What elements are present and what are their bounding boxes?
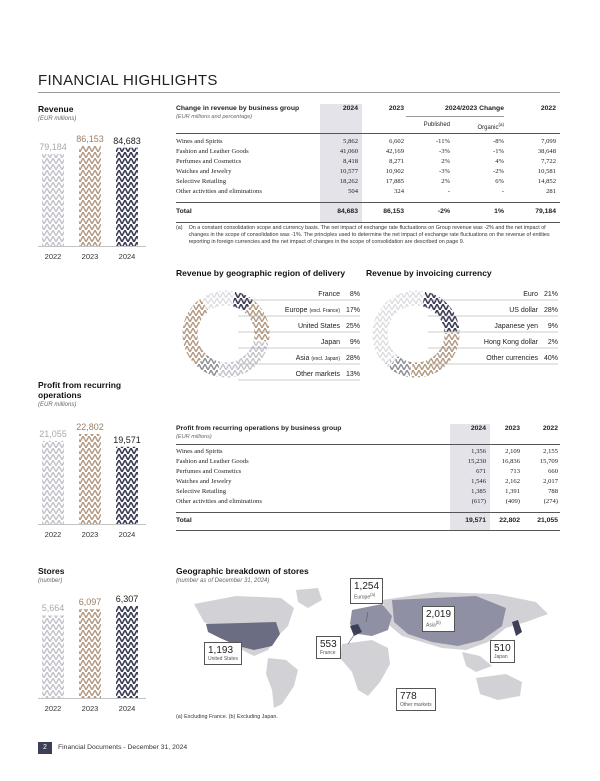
cell-2024: 1,356 (471, 448, 486, 455)
footer-text: Financial Documents - December 31, 2024 (58, 744, 188, 751)
store-count-europe (350, 578, 383, 604)
store-count-japan (490, 640, 515, 663)
revenue-subcol-organic (450, 122, 504, 131)
stores-chart-header (38, 566, 148, 584)
legend-label: Asia (excl. Japan) (295, 355, 340, 362)
cell-2023: 1,391 (505, 488, 520, 495)
table-row (176, 478, 560, 488)
cell-2022: 38,648 (537, 148, 556, 155)
table-total-row (176, 517, 560, 527)
cell-2024: 18,262 (339, 178, 358, 185)
profit-chart-header (38, 380, 148, 408)
total-2024: 84,683 (337, 208, 358, 215)
cell-2022: 2,155 (543, 448, 558, 455)
revenue-col-2022: 2022 (540, 105, 556, 112)
cell-2024: 41,060 (339, 148, 358, 155)
cell-2022: 15,709 (539, 458, 558, 465)
revenue-col-2024: 2024 (342, 105, 358, 112)
legend-pct: 28% (345, 355, 360, 362)
bar-year-label: 2024 (118, 252, 136, 261)
store-count-united-states (204, 642, 242, 665)
cell-2022: 2,017 (543, 478, 558, 485)
region-value: 778 (400, 691, 417, 702)
bar-year-label: 2024 (118, 530, 136, 539)
revenue-table-total-rule (176, 202, 560, 203)
bar-year-label: 2022 (44, 530, 62, 539)
bar-year-label: 2023 (81, 530, 99, 539)
revenue-col-2023: 2023 (388, 105, 404, 112)
region-label: Europe (354, 594, 371, 601)
cell-2023: 10,902 (385, 168, 404, 175)
table-row (176, 168, 560, 178)
legend-label: Hong Kong dollar (483, 339, 538, 346)
bar-year-label: 2024 (118, 704, 136, 713)
stores-map-subtitle: (number as of December 31, 2024) (176, 578, 270, 584)
bar-2023 (79, 434, 101, 524)
total-2022: 21,055 (537, 517, 558, 524)
revenue-chart-subtitle: (EUR millions) (38, 116, 77, 122)
region-value: 510 (494, 643, 511, 654)
revenue-table-title: Change in revenue by business group (176, 105, 300, 112)
row-label: Perfumes and Cosmetics (176, 158, 242, 165)
cell-organic: 6% (495, 178, 504, 185)
total-2022: 79,184 (535, 208, 556, 215)
cell-published: 2% (441, 158, 450, 165)
cell-2022: (274) (543, 498, 558, 505)
total-2023: 22,802 (499, 517, 520, 524)
profit-table (176, 424, 560, 534)
legend-label: US dollar (509, 307, 538, 314)
slice-asia-excl-japan- (182, 298, 210, 366)
cell-2023: 6,602 (389, 138, 404, 145)
table-row (176, 138, 560, 148)
bar-year-label: 2022 (44, 252, 62, 261)
region-value: 553 (320, 639, 337, 650)
legend-pct: 8% (349, 291, 360, 298)
bar-year-label: 2023 (81, 252, 99, 261)
stores-bar-chart (38, 588, 148, 718)
legend-pct: 9% (547, 323, 558, 330)
bar-value-label: 6,307 (115, 594, 139, 604)
bar-value-label: 19,571 (113, 434, 141, 445)
region-label: United States (208, 656, 239, 662)
table-row (176, 158, 560, 168)
region-value: 1,254 (354, 581, 380, 592)
row-label: Perfumes and Cosmetics (176, 468, 242, 475)
bar-2023 (79, 609, 101, 698)
cell-2024: 10,577 (339, 168, 358, 175)
revenue-subcol-organic-note: (a) (498, 122, 504, 127)
slice-euro (422, 291, 460, 333)
note-marker: (a) (176, 225, 183, 231)
cell-organic: 4% (495, 158, 504, 165)
bar-value-label: 86,153 (76, 134, 104, 144)
revenue-bar-chart (38, 128, 148, 268)
note-text: On a constant consolidation scope and currency basis. The net impact of exchange rate fluctuations on Group revenue was -2% and the net impact of changes in the scope of consolidation was -1%. The principles used to determine the net impact of exchange rate fluctuations on the revenue of entities reporting in foreign currencies and the net impact of changes in the scope of consolidation are described on page 9. (188, 225, 550, 246)
cell-2022: 281 (546, 188, 556, 195)
page-title: FINANCIAL HIGHLIGHTS (38, 72, 218, 89)
row-label: Selective Retailing (176, 178, 226, 185)
table-row (176, 178, 560, 188)
page-number: 2 (38, 742, 52, 754)
revenue-table (176, 104, 560, 234)
cell-2022: 7,099 (541, 138, 556, 145)
cell-published: 2% (441, 178, 450, 185)
legend-pct: 40% (543, 355, 558, 362)
row-label: Other activities and eliminations (176, 188, 262, 195)
currency-pie-title: Revenue by invoicing currency (366, 268, 492, 278)
change-group-rule (406, 116, 504, 117)
bar-year-label: 2022 (44, 704, 62, 713)
cell-2023: 42,169 (385, 148, 404, 155)
currency-slices (372, 290, 460, 378)
revenue-table-subtitle: (EUR millions and percentage) (176, 114, 253, 120)
profit-bar-chart (38, 418, 148, 548)
bar-value-label: 22,802 (76, 422, 104, 432)
cell-2024: 5,862 (343, 138, 358, 145)
profit-table-header-rule (176, 444, 560, 445)
stores-map-header (176, 566, 309, 584)
legend-label: United States (297, 323, 340, 330)
total-organic: 1% (494, 208, 504, 215)
table-row (176, 488, 560, 498)
row-label: Other activities and eliminations (176, 498, 262, 505)
bar-value-label: 5,664 (41, 603, 65, 614)
stores-chart-subtitle: (number) (38, 578, 63, 584)
profit-chart-title: Profit from recurring operations (38, 380, 122, 401)
revenue-chart-header (38, 104, 148, 122)
bar-2024 (116, 606, 138, 698)
row-label: Watches and Jewelry (176, 478, 232, 485)
bar-value-label: 79,184 (39, 142, 67, 153)
store-count-asia (422, 606, 455, 632)
bar-2022 (42, 441, 64, 524)
cell-2023: 713 (510, 468, 520, 475)
cell-2023: 8,271 (389, 158, 404, 165)
bar-2024 (116, 447, 138, 524)
row-label: Selective Retailing (176, 488, 226, 495)
southeast-asia (462, 652, 492, 672)
profit-table-subtitle: (EUR millions) (176, 434, 212, 440)
bar-value-label: 84,683 (113, 135, 141, 146)
region-label: Japan (494, 654, 508, 660)
bar-2022 (42, 154, 64, 246)
bar-value-label: 6,097 (78, 597, 102, 608)
profit-col-2023: 2023 (504, 425, 520, 432)
row-label: Fashion and Leather Goods (176, 458, 249, 465)
row-label: Fashion and Leather Goods (176, 148, 249, 155)
region-note: (a) (370, 592, 376, 597)
table-row (176, 148, 560, 158)
cell-2023: (409) (505, 498, 520, 505)
bar-value-label: 21,055 (39, 428, 67, 439)
geo-slices (182, 290, 270, 378)
row-label: Wines and Spirits (176, 138, 223, 145)
region-label: Other markets (400, 702, 432, 708)
currency-pie-chart (366, 284, 560, 384)
legend-pct: 13% (345, 371, 360, 378)
profit-table-title: Profit from recurring operations by business group (176, 425, 342, 432)
cell-published: -3% (439, 148, 450, 155)
cell-organic: -8% (493, 138, 504, 145)
legend-label: Europe (excl. France) (284, 307, 340, 314)
legend-label: Japanese yen (494, 323, 538, 330)
total-2023: 86,153 (383, 208, 404, 215)
africa (340, 640, 390, 696)
revenue-col-change: 2024/2023 Change (445, 105, 504, 112)
cell-published: -11% (435, 138, 450, 145)
legend-label: Other markets (295, 371, 340, 378)
stores-chart-title: Stores (38, 566, 65, 576)
slice-united-states (217, 340, 269, 378)
cell-2024: 1,546 (471, 478, 486, 485)
cell-published: - (447, 188, 450, 195)
profit-table-bottom-rule (176, 530, 560, 531)
region-label: France (320, 650, 336, 656)
legend-label: Other currencies (486, 355, 538, 362)
profit-chart-subtitle: (EUR millions) (38, 402, 77, 409)
france-leader-line (348, 632, 356, 644)
revenue-chart-title: Revenue (38, 104, 74, 114)
cell-organic: -2% (493, 168, 504, 175)
store-count-france (316, 636, 341, 659)
region-label: Asia (426, 622, 436, 629)
cell-2023: 16,836 (501, 458, 520, 465)
row-label: Watches and Jewelry (176, 168, 232, 175)
stores-map-footnote: (a) Excluding France. (b) Excluding Japan. (176, 714, 278, 720)
bar-2024 (116, 148, 138, 246)
cell-2024: 1,385 (471, 488, 486, 495)
revenue-subcol-published: Published (423, 122, 450, 128)
cell-2023: 2,109 (505, 448, 520, 455)
cell-2023: 324 (394, 188, 404, 195)
table-row (176, 468, 560, 478)
legend-label: Japan (320, 339, 340, 346)
greenland (296, 588, 322, 608)
cell-2023: 17,885 (385, 178, 404, 185)
revenue-table-note (176, 225, 560, 246)
revenue-table-header-rule (176, 133, 560, 134)
geo-pie-chart (176, 284, 362, 384)
cell-2022: 7,722 (541, 158, 556, 165)
cell-2023: 2,162 (505, 478, 520, 485)
profit-table-total-rule (176, 512, 560, 513)
legend-pct: 17% (345, 307, 360, 314)
profit-col-2022: 2022 (542, 425, 558, 432)
cell-2024: 671 (476, 468, 486, 475)
region-note: (b) (435, 620, 441, 625)
table-row (176, 188, 560, 198)
cell-organic: -1% (493, 148, 504, 155)
revenue-subcol-organic-label: Organic (477, 125, 499, 131)
row-label: Wines and Spirits (176, 448, 223, 455)
cell-2024: (617) (471, 498, 486, 505)
legend-pct: 28% (543, 307, 558, 314)
bar-2023 (79, 146, 101, 246)
australia (476, 674, 522, 700)
store-count-other-markets (396, 688, 436, 711)
total-2024: 19,571 (465, 517, 486, 524)
cell-2024: 504 (348, 188, 358, 195)
south-america (266, 658, 298, 708)
legend-label: France (318, 291, 340, 298)
legend-pct: 25% (345, 323, 360, 330)
total-label: Total (176, 517, 192, 524)
legend-suffix: (excl. Japan) (311, 356, 340, 362)
cell-2022: 14,852 (537, 178, 556, 185)
legend-pct: 9% (349, 339, 360, 346)
cell-2022: 660 (548, 468, 558, 475)
cell-2022: 788 (548, 488, 558, 495)
region-value: 2,019 (426, 609, 452, 620)
total-published: -2% (437, 208, 450, 215)
geo-pie-title: Revenue by geographic region of delivery (176, 268, 346, 278)
table-row (176, 458, 560, 468)
total-label: Total (176, 208, 192, 215)
legend-suffix: (excl. France) (309, 308, 340, 314)
cell-2022: 10,581 (537, 168, 556, 175)
cell-2024: 8,418 (343, 158, 358, 165)
page-footer (38, 742, 187, 754)
revenue-table-bottom-rule (176, 222, 560, 223)
region-value: 1,193 (208, 645, 234, 656)
table-row (176, 448, 560, 458)
table-total-row (176, 208, 560, 218)
table-row (176, 498, 560, 508)
slice-us-dollar (410, 332, 460, 378)
legend-pct: 21% (543, 291, 558, 298)
cell-organic: - (501, 188, 504, 195)
title-divider (38, 92, 560, 93)
bar-year-label: 2023 (81, 704, 99, 713)
cell-2024: 15,230 (467, 458, 486, 465)
legend-label: Euro (523, 291, 538, 298)
profit-col-2024: 2024 (470, 425, 486, 432)
bar-2022 (42, 615, 64, 698)
legend-pct: 2% (547, 339, 558, 346)
stores-map-title: Geographic breakdown of stores (176, 566, 309, 576)
slice-other-currencies (372, 290, 425, 364)
cell-published: -3% (439, 168, 450, 175)
